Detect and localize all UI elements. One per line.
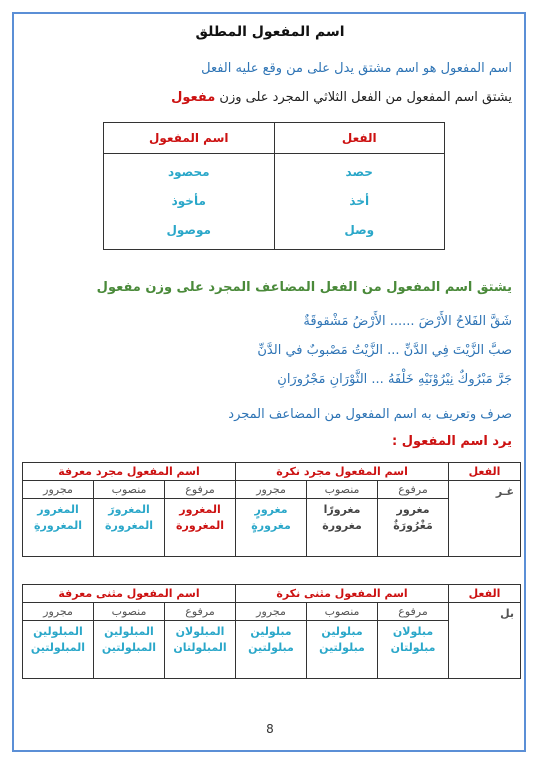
table1-verb: أخذ xyxy=(349,194,370,208)
case-label: مجرور xyxy=(23,481,94,499)
rule2-text: يشتق اسم المفعول من الفعل المضاعف المجرد على وزن مفعول xyxy=(96,280,512,295)
verb-cell: بل xyxy=(449,603,521,679)
derivation-table xyxy=(103,122,445,250)
case-label: مرفوع xyxy=(165,603,236,621)
table1-noun: محصود xyxy=(167,165,210,179)
indef-header: اسم المفعول مجرد نكرة xyxy=(236,463,449,481)
example-line: صبَّ الزَّيْتَ فِي الدَّنِّ ... الزَّيْتُ مَصْبوبٌ في الدَّنِّ xyxy=(257,343,512,358)
case-label: مجرور xyxy=(236,481,307,499)
verb-header: الفعل xyxy=(449,463,521,481)
table1-verbs-cell xyxy=(274,154,445,250)
value-cell: المبلولان المبلولتان xyxy=(165,621,236,679)
value-cell: مبلولان مبلولتان xyxy=(378,621,449,679)
case-label: منصوب xyxy=(94,481,165,499)
value-cell: المبلولين المبلولتين xyxy=(23,621,94,679)
rule1-pattern: مفعول xyxy=(171,90,216,105)
case-label: منصوب xyxy=(94,603,165,621)
def-header: اسم المفعول مثنى معرفة xyxy=(23,585,236,603)
page-title: اسم المفعول المطلق xyxy=(195,24,345,40)
value-cell: مغرور مَغْرُورَةٌ xyxy=(378,499,449,557)
table1-header-verb: الفعل xyxy=(274,123,445,154)
subheading: يرد اسم المفعول : xyxy=(391,434,512,449)
case-label: مجرور xyxy=(236,603,307,621)
rule1-line xyxy=(171,90,512,105)
value-cell: مغرورًا مغرورة xyxy=(307,499,378,557)
case-label: منصوب xyxy=(307,481,378,499)
case-label: مجرور xyxy=(23,603,94,621)
value-cell: المغرور المغرورةِ xyxy=(23,499,94,557)
case-label: مرفوع xyxy=(378,481,449,499)
rule1-prefix: يشتق اسم المفعول من الفعل الثلاثي المجرد على وزن xyxy=(219,90,512,105)
dual-table xyxy=(22,584,521,679)
case-label: منصوب xyxy=(307,603,378,621)
value-cell: المغرور المغرورة xyxy=(165,499,236,557)
case-label: مرفوع xyxy=(165,481,236,499)
indef-header: اسم المفعول مثنى نكرة xyxy=(236,585,449,603)
page-number: 8 xyxy=(266,722,274,736)
table1-header-noun: اسم المفعول xyxy=(104,123,275,154)
value-cell: مبلولين مبلولتين xyxy=(307,621,378,679)
table1-verb: حصد xyxy=(345,165,373,179)
def-header: اسم المفعول مجرد معرفة xyxy=(23,463,236,481)
value-cell: المغرورَ المغرورة xyxy=(94,499,165,557)
value-cell: مبلولين مبلولتين xyxy=(236,621,307,679)
definition-text: اسم المفعول هو اسم مشتق يدل على من وقع عليه الفعل xyxy=(201,61,512,76)
table1-noun: موصول xyxy=(166,223,211,237)
table1-noun: مأخوذ xyxy=(171,194,206,208)
example-line: شَقَّ الفَلاحُ الأَرْضَ ...... الأَرْضُ مَشْقوقَةٌ xyxy=(303,314,512,329)
verb-header: الفعل xyxy=(449,585,521,603)
verb-cell: غـر xyxy=(449,481,521,557)
table1-nouns-cell xyxy=(104,154,275,250)
table1-verb: وصل xyxy=(344,223,375,237)
task-text: صرف وتعريف به اسم المفعول من المضاعف المجرد xyxy=(228,407,512,422)
example-line: جَرَّ مَبْرُوكٌ نِيْرُوْنَيْهِ خَلْفَهُ ... الثَّوْرَانِ مَجْرُورَانِ xyxy=(277,372,512,387)
case-label: مرفوع xyxy=(378,603,449,621)
singular-table xyxy=(22,462,521,557)
value-cell: مغرورٍ مغرورةٍ xyxy=(236,499,307,557)
value-cell: المبلولين المبلولتين xyxy=(94,621,165,679)
